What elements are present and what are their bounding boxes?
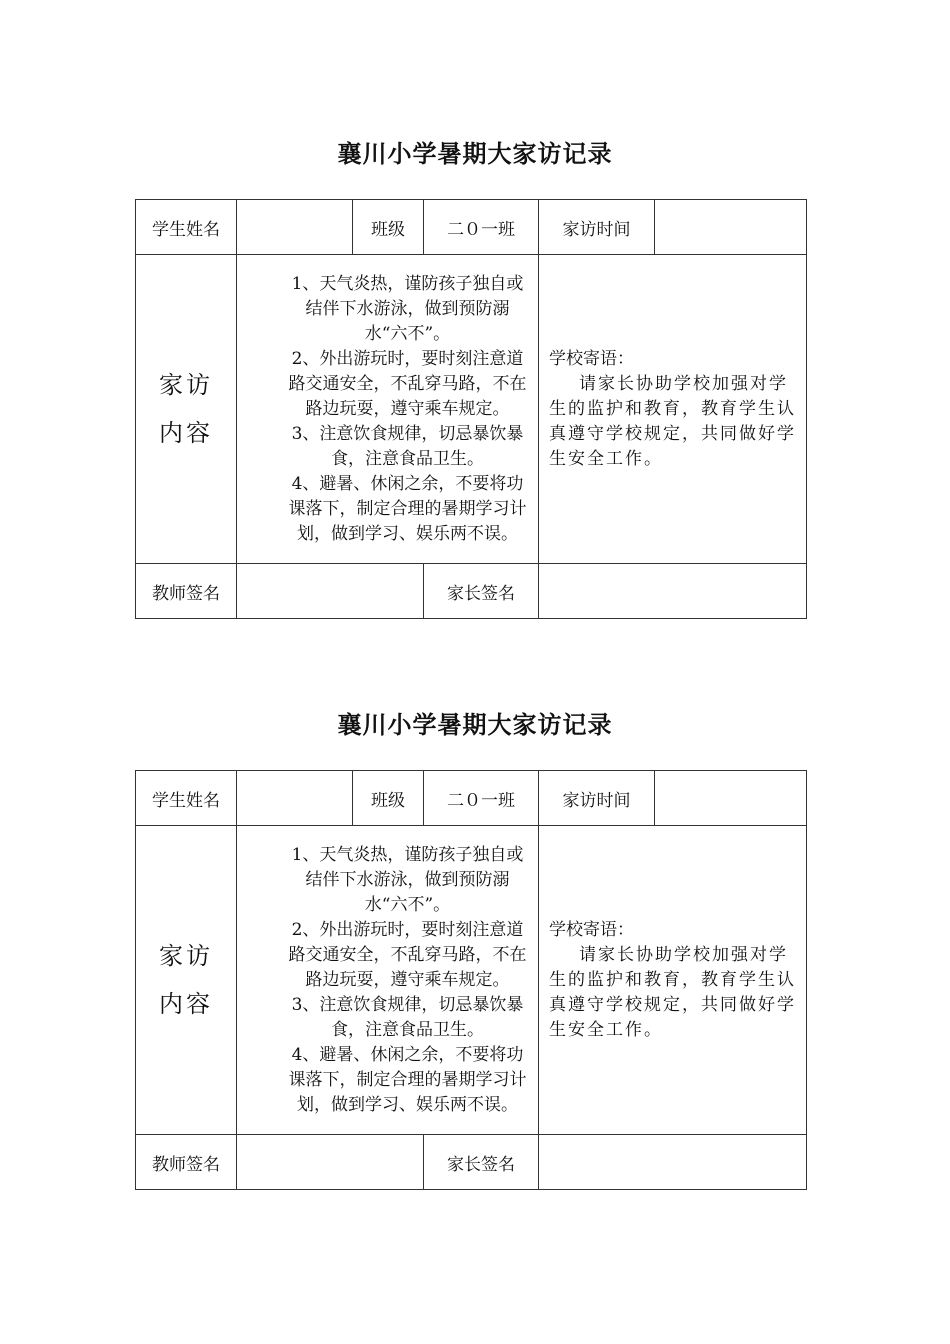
safety-tip: 4、避暑、休闲之余，不要将功课落下，制定合理的暑期学习计划，做到学习、娱乐两不误。 (288, 473, 527, 544)
visit-content-label (136, 255, 237, 564)
visit-content-label-line1: 家访 (159, 942, 213, 970)
visit-time-field[interactable] (655, 771, 807, 826)
safety-tip: 4、避暑、休闲之余，不要将功课落下，制定合理的暑期学习计划，做到学习、娱乐两不误。 (288, 1044, 527, 1115)
class-value: 二０一班 (424, 771, 539, 826)
school-message-body: 请家长协助学校加强对学生的监护和教育，教育学生认真遵守学校规定，共同做好学生安全工作。 (549, 374, 796, 469)
visit-content-label (136, 826, 237, 1135)
school-message-heading: 学校寄语： (549, 920, 634, 940)
class-label: 班级 (353, 771, 424, 826)
teacher-sign-field[interactable] (237, 1135, 424, 1190)
student-name-field[interactable] (237, 771, 353, 826)
safety-tips (237, 826, 539, 1135)
visit-content-label-line1: 家访 (159, 371, 213, 399)
parent-sign-label: 家长签名 (424, 564, 539, 619)
visit-content-label-line2: 内容 (159, 419, 213, 447)
safety-tip: 3、注意饮食规律，切忌暴饮暴食，注意食品卫生。 (291, 423, 524, 469)
visit-time-label: 家访时间 (539, 771, 655, 826)
class-value: 二０一班 (424, 200, 539, 255)
visit-time-label: 家访时间 (539, 200, 655, 255)
safety-tip: 2、外出游玩时，要时刻注意道路交通安全，不乱穿马路，不在路边玩耍，遵守乘车规定。 (288, 348, 527, 419)
visit-time-field[interactable] (655, 200, 807, 255)
teacher-sign-field[interactable] (237, 564, 424, 619)
parent-sign-field[interactable] (539, 564, 807, 619)
safety-tip: 1、天气炎热，谨防孩子独自或结伴下水游泳，做到预防溺水“六不”。 (291, 844, 524, 915)
student-name-field[interactable] (237, 200, 353, 255)
teacher-sign-label: 教师签名 (136, 564, 237, 619)
parent-sign-field[interactable] (539, 1135, 807, 1190)
school-message-body: 请家长协助学校加强对学生的监护和教育，教育学生认真遵守学校规定，共同做好学生安全工作。 (549, 945, 796, 1040)
parent-sign-label: 家长签名 (424, 1135, 539, 1190)
safety-tip: 2、外出游玩时，要时刻注意道路交通安全，不乱穿马路，不在路边玩耍，遵守乘车规定。 (288, 919, 527, 990)
safety-tip: 1、天气炎热，谨防孩子独自或结伴下水游泳，做到预防溺水“六不”。 (291, 273, 524, 344)
safety-tips (237, 255, 539, 564)
record-title: 襄川小学暑期大家访记录 (337, 711, 613, 739)
visit-content-label-line2: 内容 (159, 990, 213, 1018)
safety-tip: 3、注意饮食规律，切忌暴饮暴食，注意食品卫生。 (291, 994, 524, 1040)
visit-form-table (135, 770, 807, 1190)
student-name-label: 学生姓名 (136, 771, 237, 826)
school-message (539, 826, 807, 1135)
student-name-label: 学生姓名 (136, 200, 237, 255)
visit-form-table (135, 199, 807, 619)
school-message-heading: 学校寄语： (549, 349, 634, 369)
record-title: 襄川小学暑期大家访记录 (337, 140, 613, 168)
school-message (539, 255, 807, 564)
teacher-sign-label: 教师签名 (136, 1135, 237, 1190)
class-label: 班级 (353, 200, 424, 255)
